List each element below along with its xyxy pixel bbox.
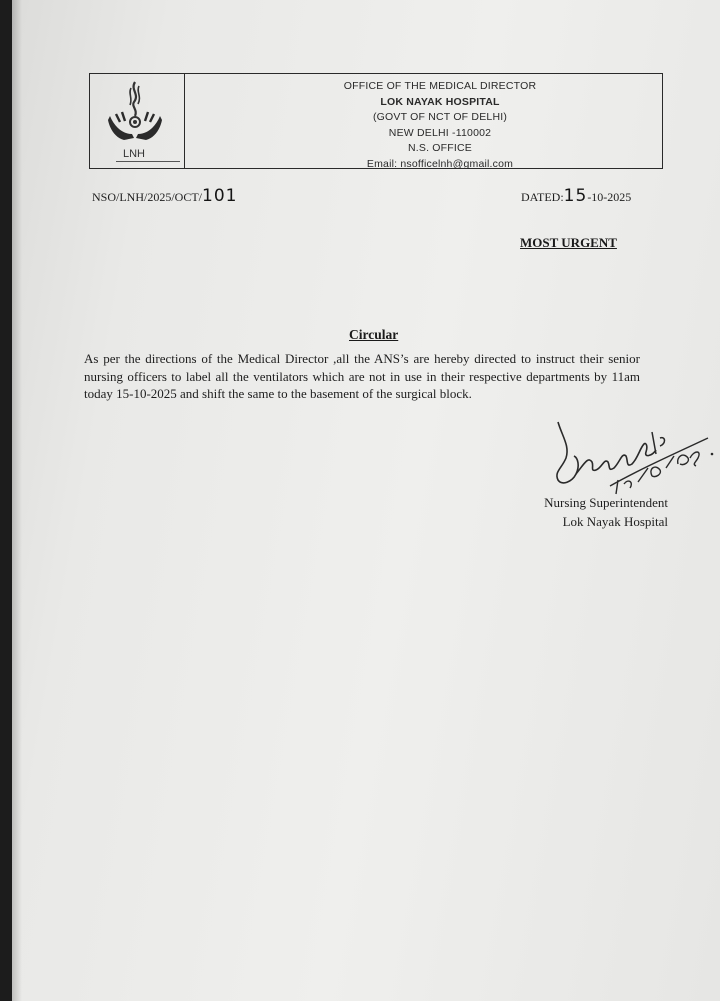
- email-link[interactable]: nsofficelnh@gmail.com: [400, 157, 514, 170]
- signatory-organization: Lok Nayak Hospital: [562, 514, 668, 529]
- email-line: [290, 157, 590, 173]
- signature-icon: [548, 412, 718, 498]
- circular-body: As per the directions of the Medical Director ,all the ANS’s are hereby directed to instruct their senior nursing officers to label all the ventilators which are not in use in their respective departments by 11am today 15-10-2025 and shift the same to the basement of the surgical block.: [84, 351, 640, 401]
- reference-handwritten: 101: [202, 186, 238, 206]
- hospital-logo-icon: [104, 78, 166, 148]
- reference-printed: NSO/LNH/2025/OCT/: [92, 190, 203, 204]
- logo-underline: [116, 161, 180, 162]
- logo-lettering: LNH: [123, 148, 146, 160]
- priority-label: MOST URGENT: [520, 235, 617, 250]
- dated-field: [521, 186, 631, 206]
- city-line: NEW DELHI -110002: [388, 126, 492, 139]
- govt-line: (GOVT OF NCT OF DELHI): [372, 111, 508, 123]
- page-edge-shadow: [12, 0, 22, 1001]
- circular-title: Circular: [349, 327, 399, 342]
- signatory-title: Nursing Superintendent: [544, 495, 668, 510]
- dated-handwritten-day: 15: [563, 186, 588, 206]
- email-label: Email:: [366, 157, 401, 170]
- dated-label: DATED:: [521, 190, 564, 204]
- office-line: OFFICE OF THE MEDICAL DIRECTOR: [343, 80, 537, 92]
- letterhead-address: [290, 79, 590, 172]
- dated-rest: -10-2025: [587, 190, 632, 204]
- ns-office-line: N.S. OFFICE: [407, 142, 473, 154]
- letterhead: [89, 73, 663, 169]
- reference-number: [92, 186, 237, 206]
- hospital-name: LOK NAYAK HOSPITAL: [380, 95, 500, 108]
- logo-cell: [90, 74, 185, 168]
